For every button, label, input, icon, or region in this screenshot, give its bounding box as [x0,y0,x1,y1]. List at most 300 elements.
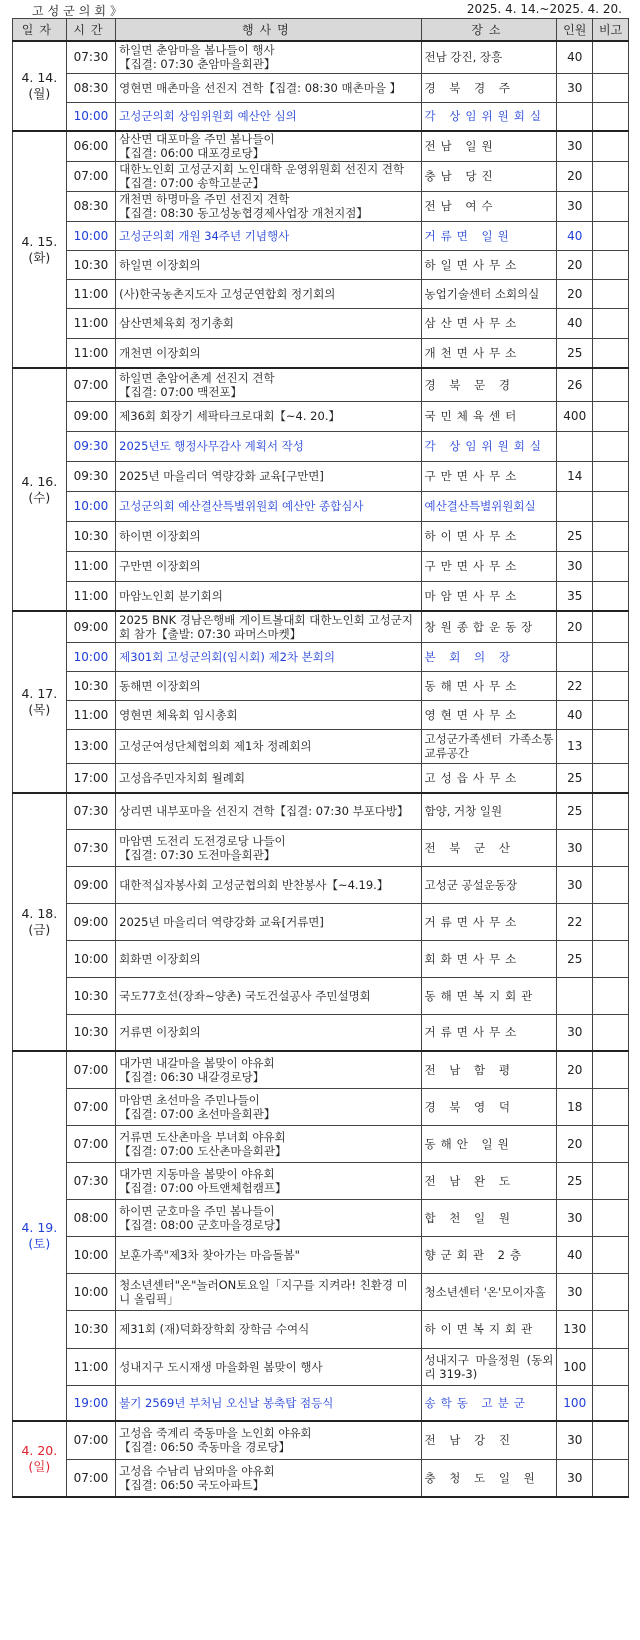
event-title: 상리면 내부포마을 선진지 견학【집결: 07:30 부포다방】 [119,804,409,819]
event-title: 고성읍주민자치회 월례회 [119,770,246,785]
place-cell: 동해안 일원 [421,1125,557,1162]
table-row [13,461,629,491]
place-cell: 하이면복지회관 [421,1310,557,1348]
event-cell [116,521,421,551]
note-cell [593,221,629,250]
place-cell: 함양, 거창 일원 [421,793,557,829]
count-cell [557,491,593,521]
event-cell [116,1199,421,1236]
count-cell: 25 [557,763,593,793]
count-cell: 30 [557,73,593,102]
event-title: 마암노인회 분기회의 [119,588,223,603]
table-row [13,642,629,671]
event-cell [116,1348,421,1385]
count-cell: 14 [557,461,593,491]
event-cell [116,1014,421,1051]
time-cell: 09:00 [66,866,115,903]
table-row [13,1273,629,1310]
table-row [13,250,629,279]
place-cell: 거류면사무소 [421,1014,557,1051]
place-cell: 경 북 영 덕 [421,1088,557,1125]
count-cell [557,431,593,461]
place-cell: 전 남 완 도 [421,1162,557,1199]
note-cell [593,1199,629,1236]
event-title: 마암면 초선마을 주민나들이 [119,1092,260,1107]
time-cell: 09:30 [66,461,115,491]
time-cell: 10:00 [66,642,115,671]
event-gathering: 【집결: 08:30 동고성농협경제사업장 개천지점】 [119,206,368,220]
date-label: 4. 14. [21,70,58,85]
event-title: 국도77호선(장좌~양촌) 국도건설공사 주민설명회 [119,988,371,1003]
date-cell [13,793,67,1051]
event-cell [116,338,421,368]
event-cell [116,1421,421,1459]
event-title: 고성군여성단체협의회 제1차 정례회의 [119,739,312,753]
table-row [13,338,629,368]
count-cell: 20 [557,161,593,191]
table-row [13,671,629,700]
event-title: 거류면 이장회의 [119,1025,201,1040]
time-cell: 10:30 [66,521,115,551]
event-cell [116,793,421,829]
count-cell: 20 [557,250,593,279]
event-gathering: 【집결: 07:00 도산촌마을회관】 [119,1143,287,1158]
table-row [13,279,629,308]
event-cell [116,73,421,102]
event-title: 고성군의회 상임위원회 예산안 심의 [119,109,297,124]
note-cell [593,461,629,491]
event-cell [116,940,421,977]
note-cell [593,250,629,279]
count-cell: 25 [557,940,593,977]
event-title: 2025 BNK 경남은행배 게이트볼대회 대한노인회 고성군지회 참가【출발: 07:30 파머스마켓】 [119,612,413,641]
event-cell [116,763,421,793]
place-cell: 개천면사무소 [421,338,557,368]
note-cell [593,829,629,866]
event-gathering: 【집결: 07:00 초선마을회관】 [119,1106,276,1121]
table-row [13,763,629,793]
event-title: 제36회 회장기 세팍타크로대회【~4. 20.】 [119,409,340,423]
time-cell: 07:00 [66,1421,115,1459]
event-gathering: 【집결: 06:30 내갈경로당】 [119,1069,265,1084]
time-cell: 08:00 [66,1199,115,1236]
place-cell: 충남 당진 [421,161,557,191]
event-gathering: 【집결: 06:00 대포경로당】 [119,146,265,161]
page-header [0,0,640,18]
table-row [13,1199,629,1236]
event-title: 2025년도 행정사무감사 계획서 작성 [119,439,304,453]
note-cell [593,73,629,102]
time-cell: 10:00 [66,491,115,521]
time-cell: 07:30 [66,1162,115,1199]
note-cell [593,401,629,431]
count-cell: 30 [557,1459,593,1497]
event-gathering: 【집결: 07:30 춘암마을회관】 [119,57,276,72]
table-row [13,700,629,729]
event-cell [116,401,421,431]
note-cell [593,642,629,671]
time-cell: 08:30 [66,73,115,102]
col-note: 비고 [593,19,629,42]
count-cell: 26 [557,368,593,401]
table-row [13,611,629,642]
event-gathering: 【집결: 07:30 도전마을회관】 [119,847,276,862]
event-cell [116,829,421,866]
count-cell: 40 [557,41,593,73]
time-cell: 07:00 [66,161,115,191]
col-count: 인원 [557,19,593,42]
place-cell: 구만면사무소 [421,551,557,581]
event-cell [116,461,421,491]
event-title: 대가면 지동마을 봄맞이 야유회 [119,1166,275,1181]
event-title: 삼산면 대포마을 주민 봄나들이 [119,132,275,147]
count-cell: 100 [557,1348,593,1385]
date-cell [13,131,67,368]
table-row [13,73,629,102]
event-cell [116,551,421,581]
place-cell: 마암면사무소 [421,581,557,611]
time-cell: 10:00 [66,1236,115,1273]
event-cell [116,191,421,221]
time-cell: 10:30 [66,1014,115,1051]
place-cell: 전남 강진, 장흥 [421,41,557,73]
weekday-label: (화) [28,249,51,265]
event-title: 개천면 하명마을 주민 선진지 견학 [119,192,290,206]
event-cell [116,491,421,521]
count-cell: 30 [557,191,593,221]
event-cell [116,611,421,642]
table-row [13,1385,629,1421]
note-cell [593,940,629,977]
table-row [13,1125,629,1162]
note-cell [593,279,629,308]
count-cell: 40 [557,308,593,338]
weekday-label: (일) [28,1459,51,1474]
note-cell [593,1125,629,1162]
event-cell [116,700,421,729]
place-cell: 청소년센터 '온'모이자홀 [421,1273,557,1310]
event-title: 고성읍 죽계리 죽동마을 노인회 야유회 [119,1426,312,1441]
place-cell: 동해면복지회관 [421,977,557,1014]
event-cell [116,1310,421,1348]
event-title: 개천면 이장회의 [119,345,201,360]
event-cell [116,671,421,700]
note-cell [593,1421,629,1459]
event-title: 청소년센터"온"놀러ON토요일「지구를 지켜라! 친환경 미니 올림픽」 [119,1277,408,1306]
note-cell [593,671,629,700]
table-row [13,1236,629,1273]
table-row [13,401,629,431]
col-date: 일자 [13,19,67,42]
event-title: 마암면 도전리 도전경로당 나들이 [119,833,286,848]
table-row [13,1088,629,1125]
event-title: (사)한국농촌지도자 고성군연합회 정기회의 [119,286,336,301]
event-title: 보훈가족"제3차 찾아가는 마음돌봄" [119,1247,300,1262]
event-gathering: 【집결: 07:00 아트앤체험캠프】 [119,1180,287,1195]
event-cell [116,102,421,131]
event-cell [116,41,421,73]
place-cell: 향군회관 2층 [421,1236,557,1273]
time-cell: 11:00 [66,551,115,581]
count-cell: 30 [557,1421,593,1459]
table-row [13,1310,629,1348]
time-cell: 07:30 [66,41,115,73]
note-cell [593,1385,629,1421]
place-cell: 영현면사무소 [421,700,557,729]
time-cell: 10:30 [66,1310,115,1348]
place-cell: 국민체육센터 [421,401,557,431]
org-label: 고성군의회》 [32,4,126,18]
table-row [13,903,629,940]
place-cell: 송학동 고분군 [421,1385,557,1421]
place-cell: 회화면사무소 [421,940,557,977]
note-cell [593,866,629,903]
place-cell: 거류면사무소 [421,903,557,940]
count-cell: 40 [557,1236,593,1273]
col-place: 장소 [421,19,557,42]
table-header-row [13,19,629,42]
note-cell [593,521,629,551]
event-cell [116,431,421,461]
event-gathering: 【집결: 07:00 맥전포】 [119,384,243,399]
count-cell: 20 [557,279,593,308]
time-cell: 07:00 [66,1125,115,1162]
place-cell: 성내지구 마을정원 (동외리 319-3) [421,1348,557,1385]
place-cell: 합 천 일 원 [421,1199,557,1236]
date-cell [13,1421,67,1497]
event-title: 제31회 (재)덕화장학회 장학금 수여식 [119,1322,310,1336]
note-cell [593,338,629,368]
note-cell [593,793,629,829]
place-cell: 삼산면사무소 [421,308,557,338]
event-title: 고성군의회 개원 34주년 기념행사 [119,228,290,243]
count-cell: 30 [557,1273,593,1310]
count-cell: 25 [557,521,593,551]
event-cell [116,131,421,161]
count-cell: 25 [557,793,593,829]
time-cell: 10:30 [66,250,115,279]
event-title: 동해면 이장회의 [119,678,201,693]
table-row [13,1051,629,1088]
event-title: 영현면 매촌마을 선진지 견학【집결: 08:30 매촌마을 】 [119,80,402,95]
event-cell [116,1088,421,1125]
note-cell [593,1014,629,1051]
place-cell: 고성군가족센터 가족소통교류공간 [421,729,557,763]
table-row [13,431,629,461]
col-event: 행사명 [116,19,421,42]
date-label: 4. 17. [21,686,58,701]
count-cell: 30 [557,1199,593,1236]
note-cell [593,131,629,161]
time-cell: 11:00 [66,279,115,308]
table-row [13,491,629,521]
place-cell: 각 상임위원회실 [421,102,557,131]
note-cell [593,611,629,642]
time-cell: 10:00 [66,102,115,131]
event-cell [116,977,421,1014]
count-cell: 35 [557,581,593,611]
event-gathering: 【집결: 06:50 국도아파트】 [119,1477,265,1492]
place-cell: 고성군 공설운동장 [421,866,557,903]
note-cell [593,1459,629,1497]
count-cell: 400 [557,401,593,431]
place-cell: 전 남 함 평 [421,1051,557,1088]
table-row [13,729,629,763]
event-cell [116,1236,421,1273]
note-cell [593,581,629,611]
note-cell [593,763,629,793]
time-cell: 10:00 [66,221,115,250]
event-cell [116,1125,421,1162]
place-cell: 전남 여수 [421,191,557,221]
table-row [13,551,629,581]
table-row [13,793,629,829]
place-cell: 본 회 의 장 [421,642,557,671]
time-cell: 11:00 [66,1348,115,1385]
count-cell: 25 [557,338,593,368]
event-cell [116,308,421,338]
event-cell [116,642,421,671]
event-cell [116,368,421,401]
place-cell: 하일면사무소 [421,250,557,279]
event-cell [116,1273,421,1310]
place-cell: 구만면사무소 [421,461,557,491]
table-row [13,940,629,977]
place-cell: 전 남 강 진 [421,1421,557,1459]
time-cell: 07:00 [66,1459,115,1497]
event-cell [116,581,421,611]
place-cell: 각 상임위원회실 [421,431,557,461]
table-row [13,102,629,131]
note-cell [593,102,629,131]
date-cell [13,41,67,131]
place-cell: 예산결산특별위원회실 [421,491,557,521]
date-label: 4. 20. [21,1443,58,1458]
note-cell [593,1162,629,1199]
table-row [13,866,629,903]
count-cell: 30 [557,1014,593,1051]
event-cell [116,1051,421,1088]
event-cell [116,221,421,250]
table-row [13,131,629,161]
note-cell [593,41,629,73]
note-cell [593,1348,629,1385]
event-title: 회화면 이장회의 [119,951,201,966]
date-cell [13,1051,67,1421]
date-label: 4. 16. [21,473,58,489]
time-cell: 10:00 [66,1273,115,1310]
event-title: 삼산면체육회 정기총회 [119,316,234,330]
event-title: 불기 2569년 부처님 오신날 봉축탑 점등식 [119,1395,334,1410]
place-cell: 동해면사무소 [421,671,557,700]
note-cell [593,1088,629,1125]
place-cell: 거류면 일원 [421,221,557,250]
table-row [13,1421,629,1459]
event-cell [116,250,421,279]
event-title: 하이면 이장회의 [119,529,201,543]
weekday-label: (수) [28,489,51,505]
date-label: 4. 18. [21,906,58,921]
event-gathering: 【집결: 08:00 군호마을경로당】 [119,1217,287,1232]
time-cell: 17:00 [66,763,115,793]
table-row [13,221,629,250]
event-title: 고성군의회 예산결산특별위원회 예산안 종합심사 [119,499,364,513]
note-cell [593,903,629,940]
table-row [13,581,629,611]
place-cell: 농업기술센터 소회의실 [421,279,557,308]
time-cell: 09:30 [66,431,115,461]
weekday-label: (토) [28,1236,51,1251]
time-cell: 13:00 [66,729,115,763]
weekday-label: (월) [28,86,51,101]
schedule-table [12,18,629,1498]
event-title: 2025년 마을리더 역량강화 교육[거류면] [119,914,324,929]
count-cell [557,642,593,671]
place-cell: 고성읍사무소 [421,763,557,793]
table-row [13,1014,629,1051]
count-cell: 25 [557,1162,593,1199]
event-title: 대한적십자봉사회 고성군협의회 반찬봉사【~4.19.】 [119,877,389,892]
count-cell: 20 [557,1051,593,1088]
time-cell: 07:30 [66,793,115,829]
event-gathering: 【집결: 06:50 죽동마을 경로당】 [119,1440,291,1455]
weekday-label: (목) [28,702,51,717]
event-cell [116,1459,421,1497]
count-cell: 30 [557,551,593,581]
event-title: 거류면 도산촌마을 부녀회 야유회 [119,1129,286,1144]
table-row [13,521,629,551]
note-cell [593,191,629,221]
time-cell: 07:00 [66,368,115,401]
period-label: 2025. 4. 14.~2025. 4. 20. [466,2,622,16]
count-cell: 22 [557,903,593,940]
time-cell: 10:30 [66,977,115,1014]
table-row [13,368,629,401]
event-title: 구만면 이장회의 [119,559,201,573]
event-title: 성내지구 도시재생 마을화원 봄맞이 행사 [119,1359,323,1374]
event-cell [116,1162,421,1199]
count-cell: 30 [557,866,593,903]
date-label: 4. 15. [21,233,58,249]
time-cell: 11:00 [66,581,115,611]
note-cell [593,729,629,763]
note-cell [593,161,629,191]
table-row [13,191,629,221]
place-cell: 경 북 문 경 [421,368,557,401]
place-cell: 전남 일원 [421,131,557,161]
note-cell [593,1310,629,1348]
event-cell [116,866,421,903]
time-cell: 08:30 [66,191,115,221]
table-row [13,977,629,1014]
count-cell: 18 [557,1088,593,1125]
count-cell [557,102,593,131]
note-cell [593,1273,629,1310]
event-cell [116,729,421,763]
count-cell: 13 [557,729,593,763]
place-cell: 경 북 경 주 [421,73,557,102]
note-cell [593,977,629,1014]
table-row [13,308,629,338]
note-cell [593,700,629,729]
count-cell: 30 [557,829,593,866]
note-cell [593,491,629,521]
time-cell: 07:00 [66,1088,115,1125]
event-cell [116,903,421,940]
note-cell [593,308,629,338]
note-cell [593,1051,629,1088]
table-row [13,41,629,73]
